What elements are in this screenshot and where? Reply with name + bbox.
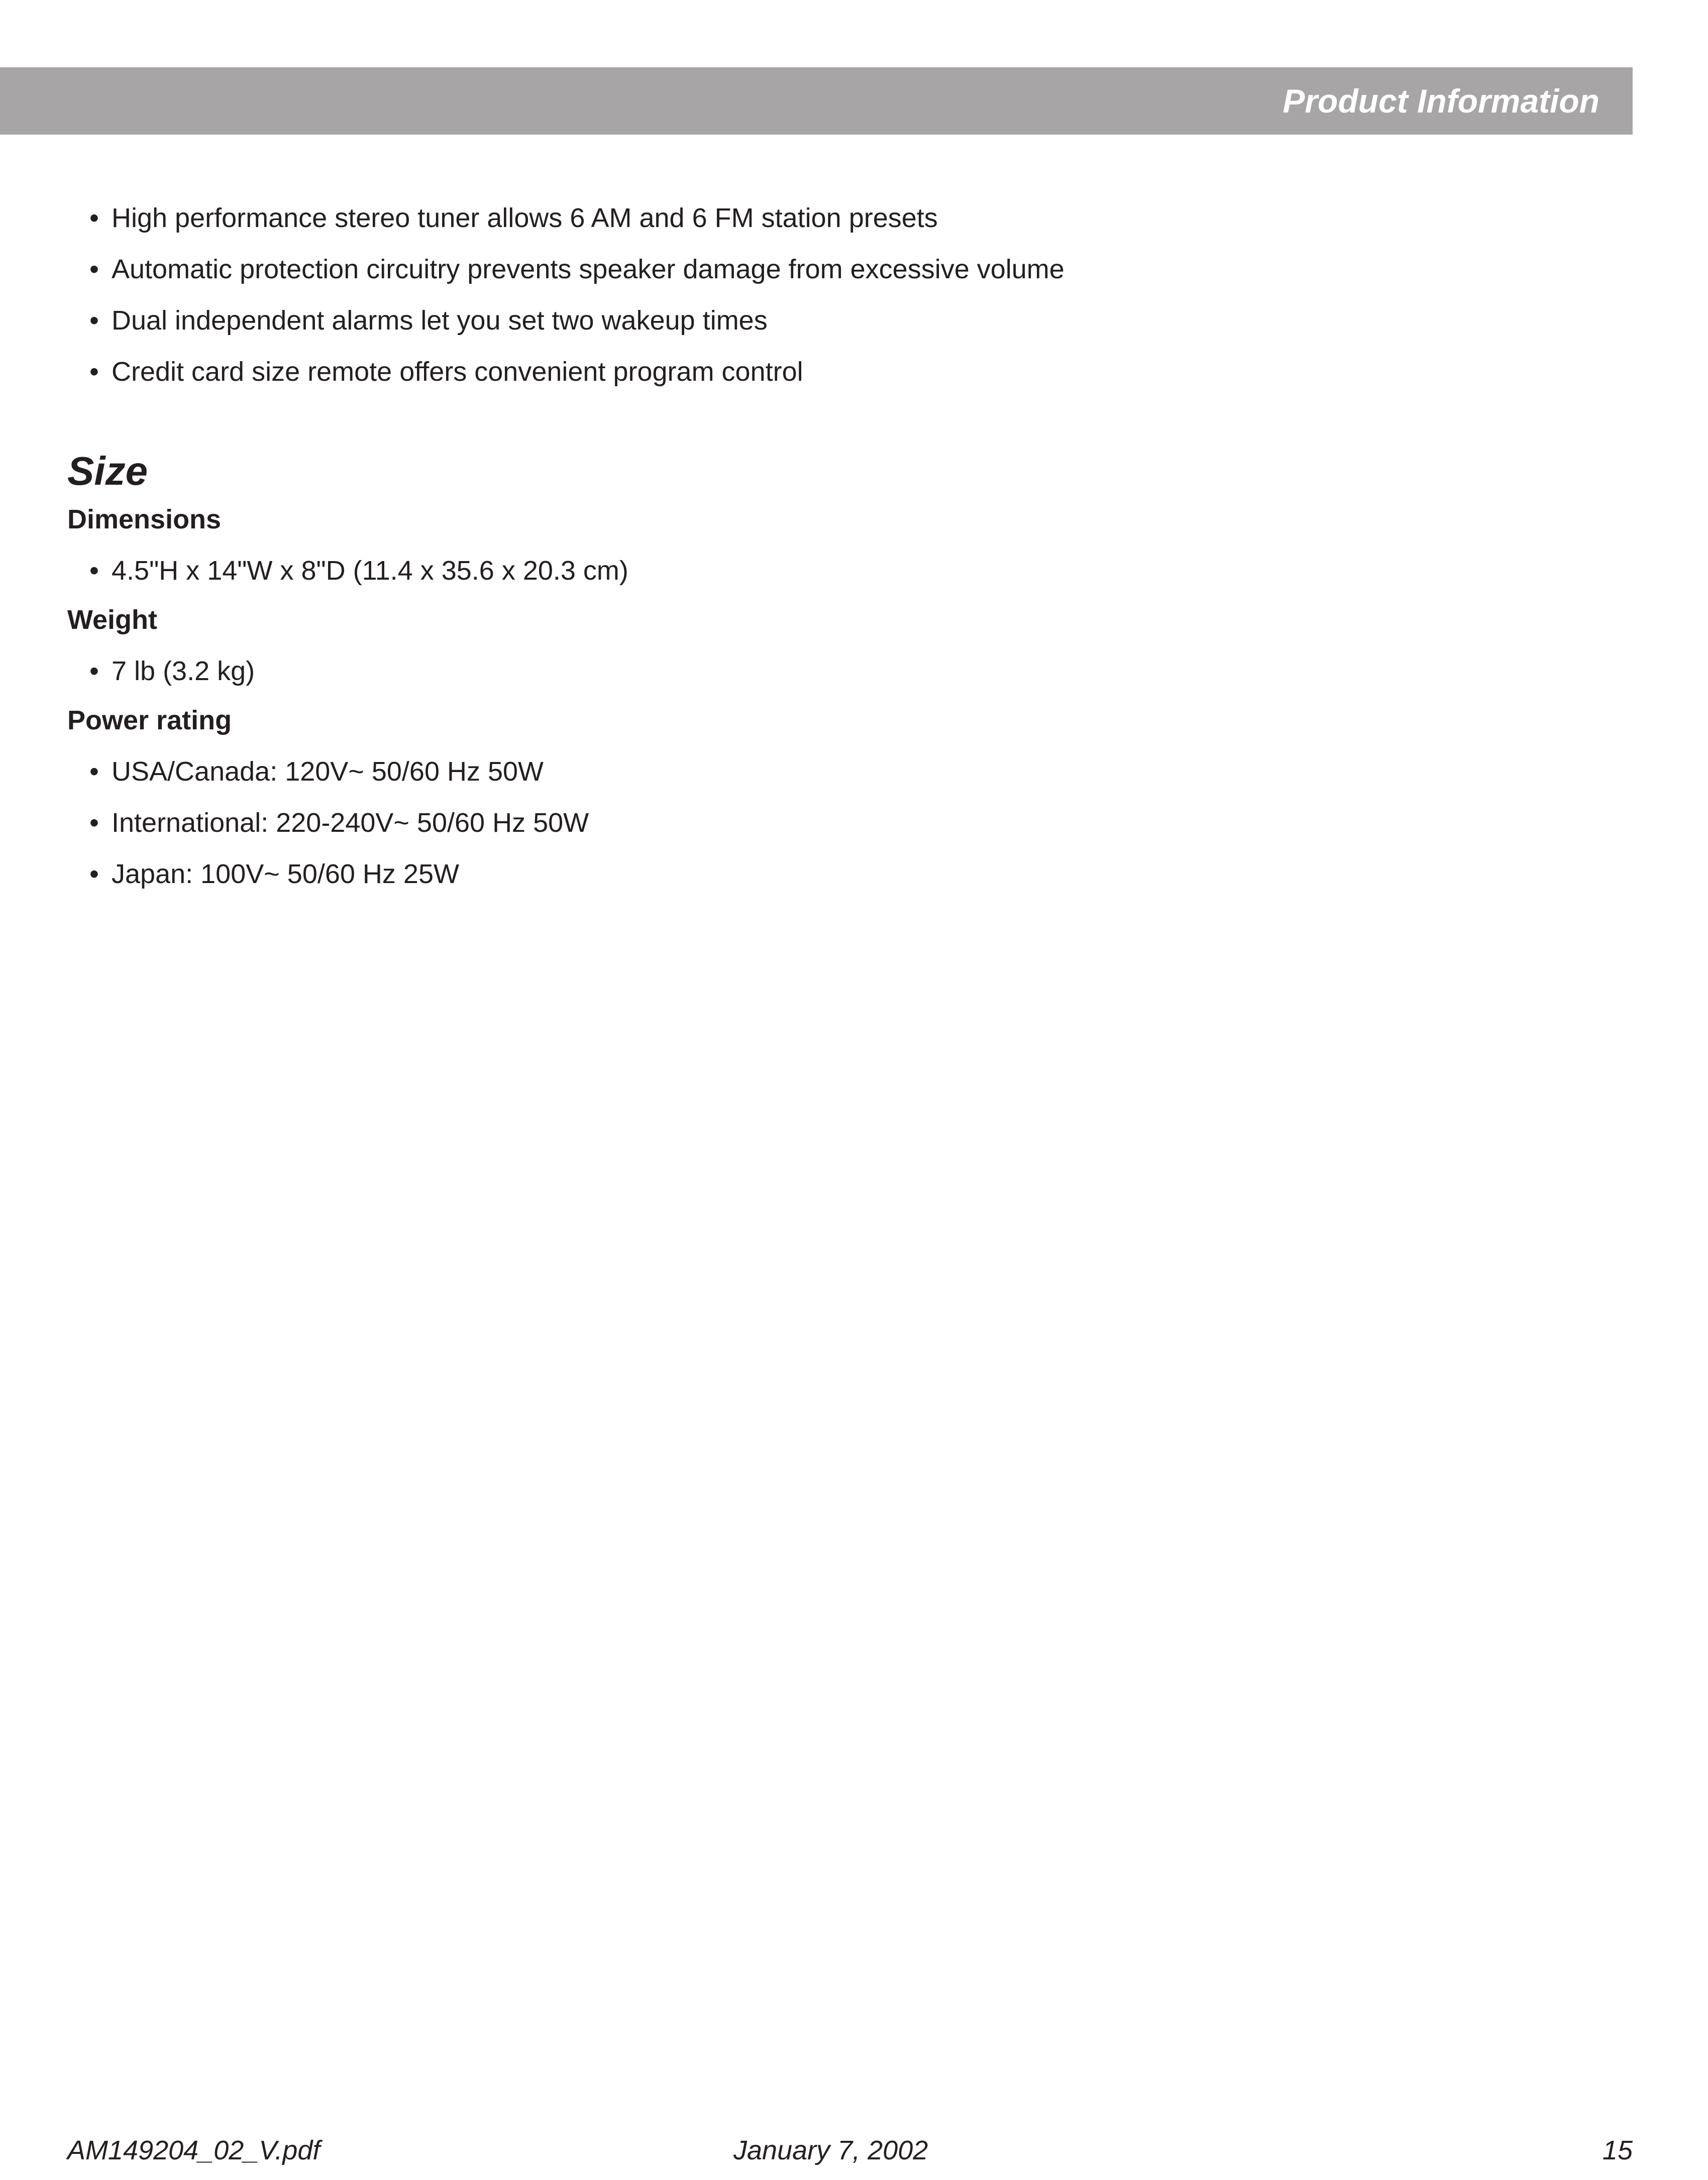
dimensions-label: Dimensions [67,504,222,534]
weight-item: • 7 lb (3.2 kg) [89,654,255,705]
bullet-icon: • [89,556,99,586]
power-rating-item: • Japan: 100V~ 50/60 Hz 25W [89,857,589,908]
power-rating-spec [67,703,589,908]
weight-spec [67,603,255,705]
feature-item: • Dual independent alarms let you set two wakeup times [89,303,1064,355]
power-rating-item: • International: 220-240V~ 50/60 Hz 50W [89,806,589,857]
feature-item: • Credit card size remote offers convenient program control [89,355,1064,406]
bullet-icon: • [89,203,99,233]
power-rating-label: Power rating [67,705,232,735]
dimensions-list [67,554,628,605]
bullet-icon: • [89,254,99,284]
feature-list [89,201,1064,406]
dimensions-item: • 4.5"H x 14"W x 8"D (11.4 x 35.6 x 20.3 cm) [89,554,628,605]
bullet-icon: • [89,859,99,889]
bullet-icon: • [89,305,99,336]
power-rating-list [67,754,589,908]
header-bar [0,67,1633,135]
footer-date: January 7, 2002 [733,2135,928,2165]
bullet-icon: • [89,656,99,686]
weight-list [67,654,255,705]
bullet-icon: • [89,756,99,787]
bullet-icon: • [89,357,99,387]
footer-page-number: 15 [1602,2135,1633,2165]
feature-item: • Automatic protection circuitry prevents speaker damage from excessive volume [89,252,1064,303]
footer-filename: AM149204_02_V.pdf [67,2135,321,2165]
power-rating-item: • USA/Canada: 120V~ 50/60 Hz 50W [89,754,589,806]
feature-item: • High performance stereo tuner allows 6 AM and 6 FM station presets [89,201,1064,252]
bullet-icon: • [89,808,99,838]
page-header-title: Product Information [1283,82,1599,120]
dimensions-spec [67,502,628,605]
size-section-title: Size [67,449,148,493]
weight-label: Weight [67,605,157,635]
